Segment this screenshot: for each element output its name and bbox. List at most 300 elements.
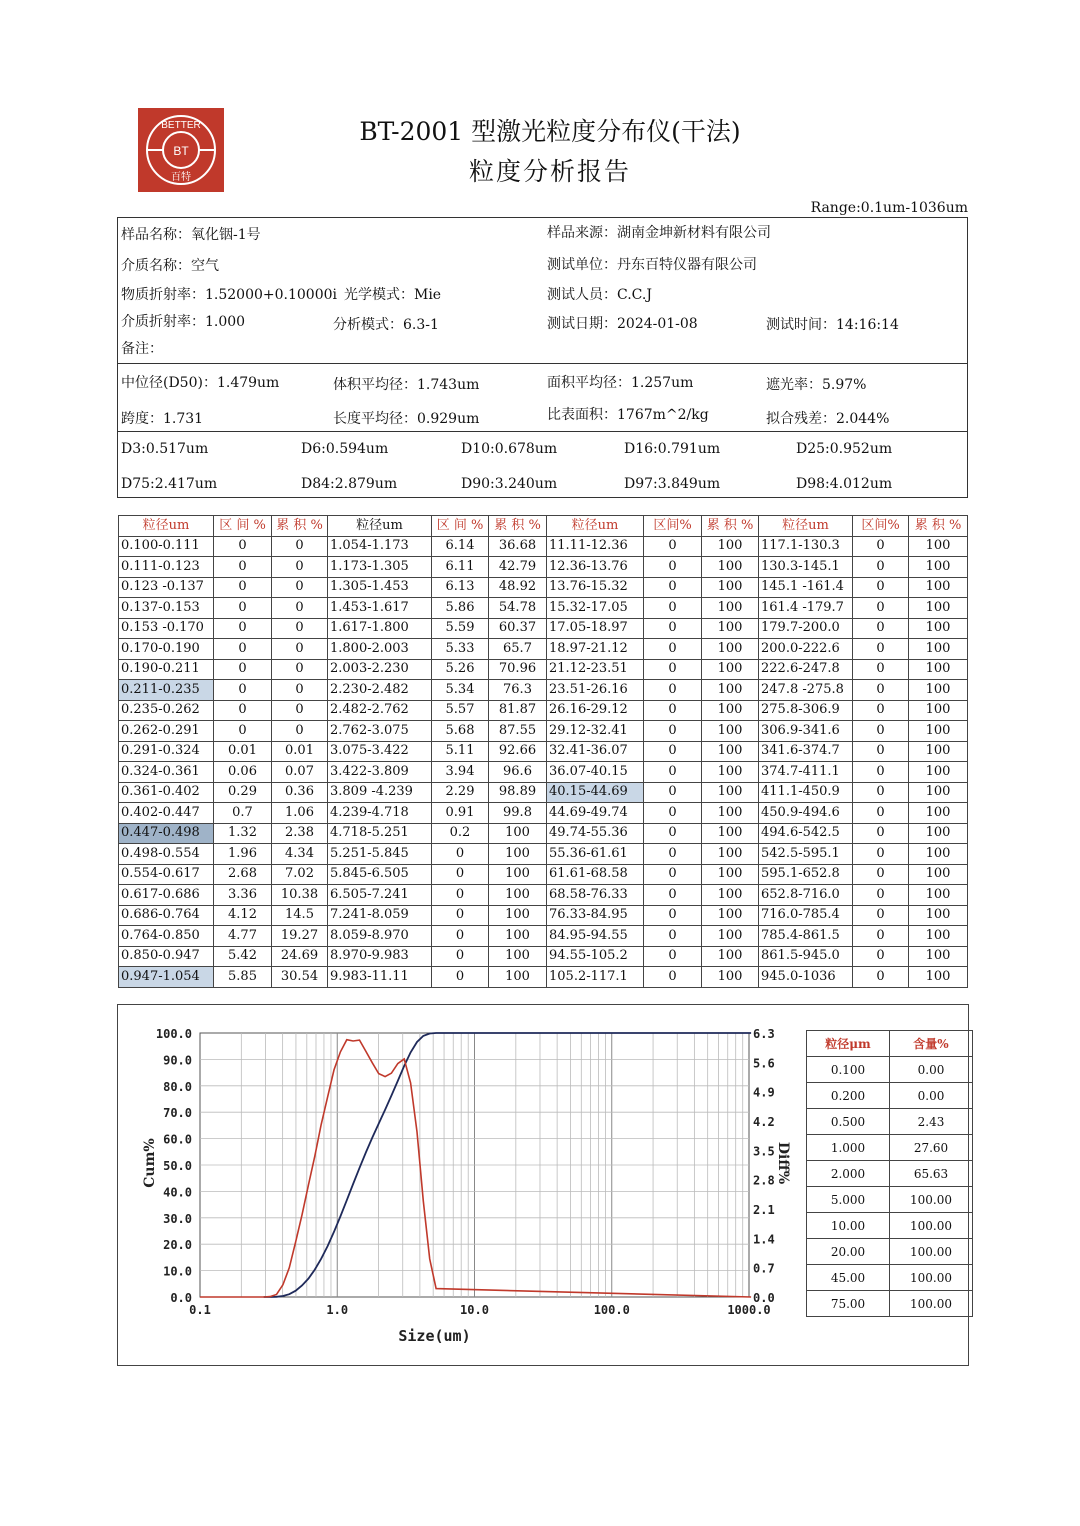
content-row bbox=[807, 1135, 973, 1161]
table-cell: 0.91 bbox=[432, 803, 489, 824]
y-tick-label: 10.0 bbox=[163, 1264, 192, 1279]
table-cell: 0 bbox=[644, 618, 702, 639]
x-tick-label: 1000.0 bbox=[727, 1303, 771, 1317]
table-cell: 0 bbox=[432, 946, 489, 967]
header-cell: 粒径um bbox=[759, 516, 853, 537]
table-cell: 161.4 -179.7 bbox=[759, 598, 853, 619]
y-tick-label: 30.0 bbox=[163, 1211, 192, 1226]
table-cell: 0 bbox=[432, 926, 489, 947]
table-cell: 0 bbox=[214, 618, 272, 639]
table-cell: 100 bbox=[702, 598, 759, 619]
table-cell: 100 bbox=[909, 905, 968, 926]
table-cell: 2.38 bbox=[272, 823, 328, 844]
table-cell: 0 bbox=[644, 762, 702, 783]
table-cell: 100 bbox=[909, 782, 968, 803]
table-cell: 100 bbox=[489, 946, 547, 967]
table-cell: 100 bbox=[702, 967, 759, 988]
table-cell: 0.764-0.850 bbox=[119, 926, 214, 947]
y2-tick-label: 2.8 bbox=[753, 1173, 775, 1188]
distribution-table bbox=[118, 515, 968, 988]
table-cell: 0.01 bbox=[214, 741, 272, 762]
header-cell: 粒径um bbox=[119, 516, 214, 537]
content-row bbox=[807, 1057, 973, 1083]
table-row bbox=[119, 844, 968, 865]
table-cell: 0.947-1.054 bbox=[119, 967, 214, 988]
table-cell: 494.6-542.5 bbox=[759, 823, 853, 844]
x-tick-label: 0.1 bbox=[189, 1303, 211, 1317]
table-cell: 100 bbox=[909, 967, 968, 988]
y-tick-label: 60.0 bbox=[163, 1132, 192, 1147]
table-cell: 32.41-36.07 bbox=[547, 741, 644, 762]
table-cell: 200.0-222.6 bbox=[759, 639, 853, 660]
report-subtitle: 粒度分析报告 bbox=[468, 157, 631, 186]
span: 跨度：1.731 bbox=[121, 411, 204, 427]
table-cell: 0.498-0.554 bbox=[119, 844, 214, 865]
table-cell: 2.29 bbox=[432, 782, 489, 803]
table-cell: 0 bbox=[214, 721, 272, 742]
x-tick-label: 1.0 bbox=[326, 1303, 349, 1317]
table-cell: 3.422-3.809 bbox=[328, 762, 432, 783]
table-cell: 0.153 -0.170 bbox=[119, 618, 214, 639]
y-tick-label: 40.0 bbox=[163, 1185, 192, 1200]
dvalue-7: D84:2.879um bbox=[301, 476, 398, 492]
test-date: 测试日期：2024-01-08 bbox=[547, 316, 698, 332]
dvalue-6: D75:2.417um bbox=[121, 476, 218, 492]
test-unit: 测试单位：丹东百特仪器有限公司 bbox=[547, 257, 757, 273]
table-cell: 0 bbox=[214, 557, 272, 578]
header-cell: 累 积 % bbox=[272, 516, 328, 537]
x-tick-label: 100.0 bbox=[593, 1303, 630, 1317]
table-cell: 100 bbox=[909, 639, 968, 660]
dvalue-4: D16:0.791um bbox=[624, 441, 721, 457]
table-cell: 450.9-494.6 bbox=[759, 803, 853, 824]
content-cell: 100.00 bbox=[890, 1291, 973, 1317]
table-cell: 87.55 bbox=[489, 721, 547, 742]
dvalue-9: D97:3.849um bbox=[624, 476, 721, 492]
table-cell: 100 bbox=[909, 844, 968, 865]
table-cell: 117.1-130.3 bbox=[759, 536, 853, 557]
table-cell: 0 bbox=[214, 536, 272, 557]
table-cell: 49.74-55.36 bbox=[547, 823, 644, 844]
table-cell: 0 bbox=[432, 905, 489, 926]
table-row bbox=[119, 700, 968, 721]
table-cell: 0 bbox=[644, 967, 702, 988]
table-cell: 100 bbox=[702, 762, 759, 783]
table-cell: 0 bbox=[853, 557, 909, 578]
table-cell: 0 bbox=[644, 700, 702, 721]
table-cell: 0 bbox=[853, 598, 909, 619]
table-cell: 0.361-0.402 bbox=[119, 782, 214, 803]
table-cell: 5.845-6.505 bbox=[328, 864, 432, 885]
y2-tick-label: 1.4 bbox=[753, 1232, 775, 1247]
table-cell: 222.6-247.8 bbox=[759, 659, 853, 680]
table-cell: 100 bbox=[702, 803, 759, 824]
table-row bbox=[119, 577, 968, 598]
content-cell: 0.00 bbox=[890, 1083, 973, 1109]
table-cell: 100 bbox=[489, 926, 547, 947]
table-cell: 5.11 bbox=[432, 741, 489, 762]
table-cell: 0.137-0.153 bbox=[119, 598, 214, 619]
table-cell: 861.5-945.0 bbox=[759, 946, 853, 967]
medium-ri: 介质折射率：1.000 bbox=[121, 314, 246, 330]
table-cell: 0 bbox=[853, 905, 909, 926]
y-tick-label: 20.0 bbox=[163, 1238, 192, 1253]
content-row bbox=[807, 1187, 973, 1213]
table-cell: 341.6-374.7 bbox=[759, 741, 853, 762]
table-cell: 17.05-18.97 bbox=[547, 618, 644, 639]
sample-source: 样品来源：湖南金坤新材料有限公司 bbox=[547, 225, 771, 241]
content-cell: 1.000 bbox=[807, 1135, 890, 1161]
table-cell: 0.07 bbox=[272, 762, 328, 783]
table-cell: 0.262-0.291 bbox=[119, 721, 214, 742]
table-row bbox=[119, 536, 968, 557]
logo-inner: BT bbox=[173, 144, 189, 158]
table-cell: 4.34 bbox=[272, 844, 328, 865]
table-cell: 23.51-26.16 bbox=[547, 680, 644, 701]
content-cell: 5.000 bbox=[807, 1187, 890, 1213]
table-cell: 1.32 bbox=[214, 823, 272, 844]
table-cell: 0.170-0.190 bbox=[119, 639, 214, 660]
report-title: BT-2001 型激光粒度分布仪(干法) bbox=[359, 117, 741, 146]
content-cell: 27.60 bbox=[890, 1135, 973, 1161]
y-tick-label: 70.0 bbox=[163, 1106, 192, 1121]
table-row bbox=[119, 721, 968, 742]
table-row bbox=[119, 803, 968, 824]
table-cell: 100 bbox=[909, 618, 968, 639]
table-cell: 0 bbox=[644, 885, 702, 906]
table-row bbox=[119, 885, 968, 906]
table-cell: 100 bbox=[909, 823, 968, 844]
table-cell: 15.32-17.05 bbox=[547, 598, 644, 619]
table-cell: 100 bbox=[909, 557, 968, 578]
table-cell: 3.809 -4.239 bbox=[328, 782, 432, 803]
obscuration: 遮光率：5.97% bbox=[766, 377, 867, 393]
table-cell: 3.36 bbox=[214, 885, 272, 906]
table-cell: 0 bbox=[214, 659, 272, 680]
table-cell: 21.12-23.51 bbox=[547, 659, 644, 680]
table-cell: 0 bbox=[214, 577, 272, 598]
table-cell: 100 bbox=[489, 823, 547, 844]
dvalue-8: D90:3.240um bbox=[461, 476, 558, 492]
table-cell: 100 bbox=[702, 618, 759, 639]
table-cell: 1.305-1.453 bbox=[328, 577, 432, 598]
y-tick-label: 90.0 bbox=[163, 1053, 192, 1068]
table-cell: 26.16-29.12 bbox=[547, 700, 644, 721]
table-cell: 0.36 bbox=[272, 782, 328, 803]
material-ri: 物质折射率：1.52000+0.10000i bbox=[121, 287, 337, 303]
y2-tick-label: 3.5 bbox=[753, 1144, 775, 1159]
table-cell: 54.78 bbox=[489, 598, 547, 619]
table-cell: 0 bbox=[272, 536, 328, 557]
table-cell: 0 bbox=[853, 700, 909, 721]
y-tick-label: 100.0 bbox=[155, 1027, 192, 1041]
table-cell: 100 bbox=[702, 946, 759, 967]
table-row bbox=[119, 741, 968, 762]
table-cell: 1.173-1.305 bbox=[328, 557, 432, 578]
content-row bbox=[807, 1109, 973, 1135]
better-logo bbox=[138, 108, 224, 192]
table-cell: 0 bbox=[853, 967, 909, 988]
table-cell: 0.686-0.764 bbox=[119, 905, 214, 926]
table-cell: 100 bbox=[909, 926, 968, 947]
content-cell: 2.43 bbox=[890, 1109, 973, 1135]
table-cell: 0 bbox=[644, 659, 702, 680]
table-cell: 0.06 bbox=[214, 762, 272, 783]
y2-tick-label: 4.2 bbox=[753, 1115, 775, 1129]
table-cell: 0 bbox=[272, 598, 328, 619]
content-cell: 0.500 bbox=[807, 1109, 890, 1135]
content-row bbox=[807, 1161, 973, 1187]
table-cell: 306.9-341.6 bbox=[759, 721, 853, 742]
area-mean: 面积平均径：1.257um bbox=[547, 375, 694, 391]
table-cell: 0.2 bbox=[432, 823, 489, 844]
table-cell: 0.190-0.211 bbox=[119, 659, 214, 680]
table-cell: 0.100-0.111 bbox=[119, 536, 214, 557]
table-cell: 76.33-84.95 bbox=[547, 905, 644, 926]
y2-axis-label: Diff% bbox=[775, 1141, 791, 1185]
table-cell: 48.92 bbox=[489, 577, 547, 598]
table-cell: 2.762-3.075 bbox=[328, 721, 432, 742]
dvalue-3: D10:0.678um bbox=[461, 441, 558, 457]
table-cell: 100 bbox=[489, 844, 547, 865]
table-cell: 0 bbox=[853, 639, 909, 660]
content-header-cell: 含量% bbox=[890, 1031, 973, 1057]
table-cell: 9.983-11.11 bbox=[328, 967, 432, 988]
table-cell: 0 bbox=[644, 905, 702, 926]
table-cell: 179.7-200.0 bbox=[759, 618, 853, 639]
table-cell: 0 bbox=[853, 680, 909, 701]
content-header-row bbox=[807, 1031, 973, 1057]
table-row bbox=[119, 823, 968, 844]
table-cell: 0 bbox=[644, 782, 702, 803]
table-cell: 0 bbox=[644, 741, 702, 762]
table-cell: 84.95-94.55 bbox=[547, 926, 644, 947]
table-cell: 0 bbox=[644, 946, 702, 967]
content-cell: 65.63 bbox=[890, 1161, 973, 1187]
table-cell: 0 bbox=[432, 864, 489, 885]
table-cell: 100 bbox=[702, 864, 759, 885]
table-cell: 100 bbox=[702, 577, 759, 598]
table-cell: 18.97-21.12 bbox=[547, 639, 644, 660]
content-row bbox=[807, 1239, 973, 1265]
table-cell: 100 bbox=[702, 659, 759, 680]
remarks: 备注： bbox=[121, 341, 163, 357]
sample-name: 样品名称：氧化铟-1号 bbox=[121, 227, 261, 243]
table-cell: 0.7 bbox=[214, 803, 272, 824]
table-cell: 30.54 bbox=[272, 967, 328, 988]
content-row bbox=[807, 1213, 973, 1239]
table-cell: 0 bbox=[272, 721, 328, 742]
table-cell: 0 bbox=[644, 803, 702, 824]
table-cell: 0 bbox=[644, 577, 702, 598]
table-row bbox=[119, 926, 968, 947]
optical-mode: 光学模式：Mie bbox=[344, 287, 442, 303]
table-cell: 100 bbox=[702, 823, 759, 844]
table-cell: 6.13 bbox=[432, 577, 489, 598]
table-cell: 6.11 bbox=[432, 557, 489, 578]
table-cell: 100 bbox=[909, 741, 968, 762]
header-cell: 粒径um bbox=[547, 516, 644, 537]
table-cell: 595.1-652.8 bbox=[759, 864, 853, 885]
table-cell: 7.02 bbox=[272, 864, 328, 885]
table-cell: 0 bbox=[432, 967, 489, 988]
table-cell: 100 bbox=[909, 762, 968, 783]
table-cell: 8.059-8.970 bbox=[328, 926, 432, 947]
table-cell: 0 bbox=[272, 577, 328, 598]
table-row bbox=[119, 762, 968, 783]
table-cell: 0 bbox=[272, 639, 328, 660]
table-cell: 100 bbox=[489, 905, 547, 926]
y-axis-label: Cum% bbox=[142, 1138, 158, 1188]
table-cell: 0.123 -0.137 bbox=[119, 577, 214, 598]
y-tick-label: 0.0 bbox=[170, 1291, 192, 1305]
table-cell: 0 bbox=[853, 782, 909, 803]
header-cell: 粒径um bbox=[328, 516, 432, 537]
table-row bbox=[119, 618, 968, 639]
table-cell: 100 bbox=[702, 700, 759, 721]
content-cell: 0.00 bbox=[890, 1057, 973, 1083]
y2-tick-label: 6.3 bbox=[753, 1027, 775, 1041]
table-cell: 24.69 bbox=[272, 946, 328, 967]
table-cell: 100 bbox=[702, 885, 759, 906]
x-axis-label: Size(um) bbox=[398, 1327, 471, 1345]
table-cell: 100 bbox=[489, 967, 547, 988]
table-cell: 94.55-105.2 bbox=[547, 946, 644, 967]
len-mean: 长度平均径：0.929um bbox=[333, 411, 480, 427]
content-row bbox=[807, 1265, 973, 1291]
table-cell: 945.0-1036 bbox=[759, 967, 853, 988]
y2-tick-label: 5.6 bbox=[753, 1056, 775, 1071]
content-row bbox=[807, 1291, 973, 1317]
table-cell: 542.5-595.1 bbox=[759, 844, 853, 865]
table-cell: 1.96 bbox=[214, 844, 272, 865]
table-cell: 100 bbox=[909, 536, 968, 557]
table-cell: 81.87 bbox=[489, 700, 547, 721]
content-header-cell: 粒径μm bbox=[807, 1031, 890, 1057]
table-cell: 0 bbox=[432, 885, 489, 906]
x-tick-label: 10.0 bbox=[460, 1303, 489, 1317]
table-cell: 36.68 bbox=[489, 536, 547, 557]
table-cell: 55.36-61.61 bbox=[547, 844, 644, 865]
table-cell: 0 bbox=[644, 926, 702, 947]
table-cell: 0.291-0.324 bbox=[119, 741, 214, 762]
table-cell: 2.003-2.230 bbox=[328, 659, 432, 680]
table-cell: 100 bbox=[702, 680, 759, 701]
table-row bbox=[119, 782, 968, 803]
table-cell: 100 bbox=[702, 844, 759, 865]
table-cell: 4.12 bbox=[214, 905, 272, 926]
table-cell: 100 bbox=[909, 577, 968, 598]
table-cell: 0.554-0.617 bbox=[119, 864, 214, 885]
table-cell: 0 bbox=[853, 762, 909, 783]
table-cell: 0 bbox=[853, 577, 909, 598]
table-cell: 100 bbox=[909, 659, 968, 680]
table-cell: 0 bbox=[214, 639, 272, 660]
table-cell: 0 bbox=[214, 700, 272, 721]
content-cell: 100.00 bbox=[890, 1265, 973, 1291]
table-cell: 0 bbox=[644, 680, 702, 701]
table-cell: 0 bbox=[272, 618, 328, 639]
y2-tick-label: 0.0 bbox=[753, 1291, 775, 1305]
table-row bbox=[119, 680, 968, 701]
table-cell: 5.86 bbox=[432, 598, 489, 619]
y2-tick-label: 0.7 bbox=[753, 1261, 775, 1276]
table-cell: 96.6 bbox=[489, 762, 547, 783]
table-cell: 61.61-68.58 bbox=[547, 864, 644, 885]
content-cell: 100.00 bbox=[890, 1213, 973, 1239]
header-cell: 累 积 % bbox=[702, 516, 759, 537]
table-cell: 2.68 bbox=[214, 864, 272, 885]
table-cell: 0.617-0.686 bbox=[119, 885, 214, 906]
y2-tick-label: 4.9 bbox=[753, 1085, 775, 1100]
table-cell: 5.57 bbox=[432, 700, 489, 721]
ssa: 比表面积：1767m^2/kg bbox=[547, 407, 709, 423]
table-cell: 0 bbox=[432, 844, 489, 865]
table-cell: 42.79 bbox=[489, 557, 547, 578]
table-cell: 4.718-5.251 bbox=[328, 823, 432, 844]
table-cell: 100 bbox=[702, 557, 759, 578]
table-cell: 2.230-2.482 bbox=[328, 680, 432, 701]
table-cell: 0 bbox=[644, 639, 702, 660]
table-cell: 0.324-0.361 bbox=[119, 762, 214, 783]
table-cell: 100 bbox=[909, 864, 968, 885]
table-cell: 99.8 bbox=[489, 803, 547, 824]
table-cell: 5.33 bbox=[432, 639, 489, 660]
table-cell: 0 bbox=[214, 598, 272, 619]
content-cell: 0.100 bbox=[807, 1057, 890, 1083]
content-cell: 75.00 bbox=[807, 1291, 890, 1317]
logo-cn: 百特 bbox=[171, 172, 191, 183]
table-row bbox=[119, 598, 968, 619]
table-cell: 0.235-0.262 bbox=[119, 700, 214, 721]
table-cell: 130.3-145.1 bbox=[759, 557, 853, 578]
table-cell: 100 bbox=[909, 721, 968, 742]
table-cell: 0 bbox=[853, 803, 909, 824]
table-cell: 411.1-450.9 bbox=[759, 782, 853, 803]
table-cell: 0.447-0.498 bbox=[119, 823, 214, 844]
table-cell: 0 bbox=[644, 536, 702, 557]
table-cell: 0 bbox=[853, 864, 909, 885]
table-cell: 0.850-0.947 bbox=[119, 946, 214, 967]
table-cell: 100 bbox=[909, 946, 968, 967]
table-cell: 0 bbox=[644, 557, 702, 578]
y2-tick-label: 2.1 bbox=[753, 1203, 775, 1217]
header-cell: 区 间 % bbox=[214, 516, 272, 537]
table-cell: 0 bbox=[644, 864, 702, 885]
table-cell: 5.59 bbox=[432, 618, 489, 639]
table-cell: 785.4-861.5 bbox=[759, 926, 853, 947]
table-row bbox=[119, 967, 968, 988]
content-cell: 100.00 bbox=[890, 1239, 973, 1265]
table-cell: 0 bbox=[644, 844, 702, 865]
table-cell: 0 bbox=[853, 741, 909, 762]
table-cell: 105.2-117.1 bbox=[547, 967, 644, 988]
d50: 中位径(D50)：1.479um bbox=[121, 375, 280, 391]
table-cell: 0 bbox=[853, 946, 909, 967]
header-cell: 区间% bbox=[644, 516, 702, 537]
table-cell: 8.970-9.983 bbox=[328, 946, 432, 967]
header-cell: 累 积 % bbox=[489, 516, 547, 537]
table-row bbox=[119, 864, 968, 885]
table-cell: 40.15-44.69 bbox=[547, 782, 644, 803]
table-cell: 100 bbox=[909, 700, 968, 721]
table-cell: 70.96 bbox=[489, 659, 547, 680]
content-cell: 45.00 bbox=[807, 1265, 890, 1291]
table-cell: 100 bbox=[489, 885, 547, 906]
table-cell: 5.34 bbox=[432, 680, 489, 701]
logo-text: BETTER bbox=[161, 120, 201, 131]
table-cell: 0 bbox=[214, 680, 272, 701]
